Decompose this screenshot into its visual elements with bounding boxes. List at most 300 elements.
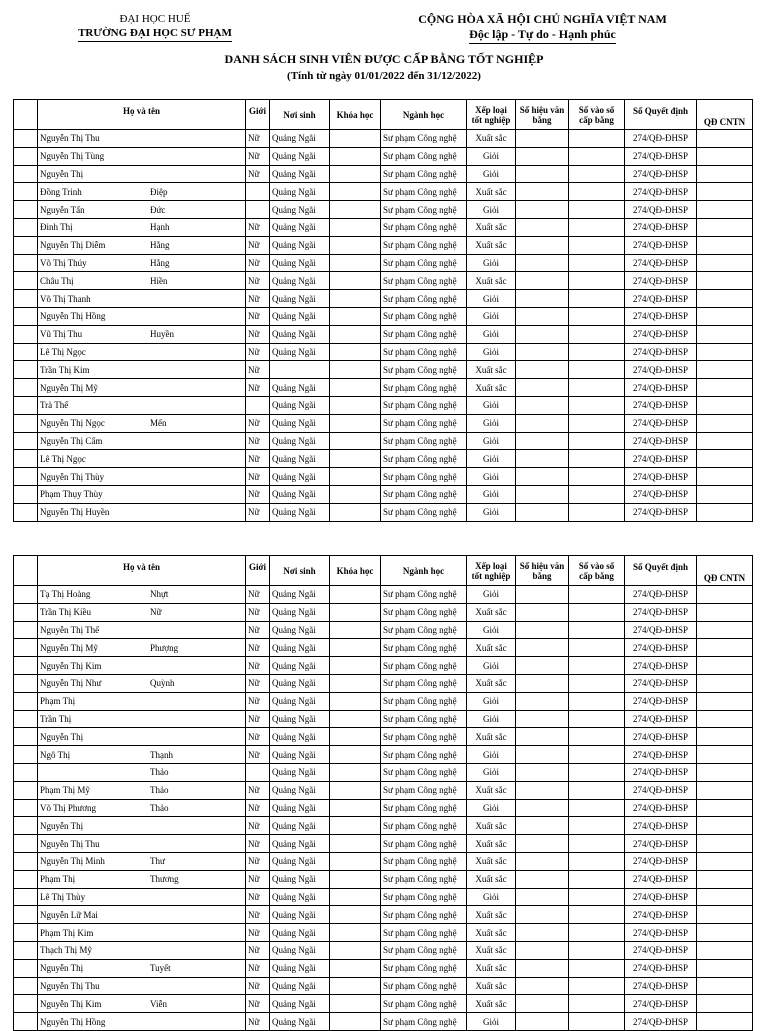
- decision-cell: 274/QĐ-ĐHSP: [625, 710, 697, 728]
- table-row: [14, 586, 753, 604]
- name-cell: [38, 763, 246, 781]
- row-index-cell: [14, 343, 38, 361]
- row-index-cell: [14, 290, 38, 308]
- name-cell: [38, 657, 246, 675]
- qd-cell: [697, 906, 753, 924]
- major-cell: Sư phạm Công nghệ: [381, 218, 467, 236]
- name-cell: [38, 432, 246, 450]
- table-row: [14, 710, 753, 728]
- row-index-cell: [14, 468, 38, 486]
- grade-cell: Giỏi: [467, 201, 516, 219]
- course-cell: [330, 165, 381, 183]
- qd-cell: [697, 485, 753, 503]
- table-row: [14, 941, 753, 959]
- decision-cell: 274/QĐ-ĐHSP: [625, 450, 697, 468]
- cert-no-cell: [516, 817, 569, 835]
- row-index-cell: [14, 941, 38, 959]
- course-cell: [330, 414, 381, 432]
- decision-cell: 274/QĐ-ĐHSP: [625, 379, 697, 397]
- header-index: [14, 556, 38, 586]
- course-cell: [330, 218, 381, 236]
- course-cell: [330, 835, 381, 853]
- decision-cell: 274/QĐ-ĐHSP: [625, 290, 697, 308]
- table-row: [14, 272, 753, 290]
- last-middle-name: Nguyễn Thị Cẩm: [40, 435, 103, 446]
- birthplace-cell: Quảng Ngãi: [270, 165, 330, 183]
- entry-no-cell: [569, 799, 625, 817]
- gender-cell: Nữ: [246, 254, 270, 272]
- birthplace-cell: Quảng Ngãi: [270, 959, 330, 977]
- given-name: Hằng: [150, 257, 170, 268]
- gender-cell: Nữ: [246, 746, 270, 764]
- major-cell: Sư phạm Công nghệ: [381, 941, 467, 959]
- header-cert-no: Số hiệu văn bằng: [516, 556, 569, 586]
- name-cell: [38, 781, 246, 799]
- grade-cell: Xuất sắc: [467, 941, 516, 959]
- last-middle-name: Ngô Thị: [40, 749, 71, 760]
- grade-cell: Xuất sắc: [467, 852, 516, 870]
- qd-cell: [697, 603, 753, 621]
- decision-cell: 274/QĐ-ĐHSP: [625, 906, 697, 924]
- gender-cell: Nữ: [246, 799, 270, 817]
- row-index-cell: [14, 165, 38, 183]
- row-index-cell: [14, 236, 38, 254]
- birthplace-cell: Quảng Ngãi: [270, 586, 330, 604]
- decision-cell: 274/QĐ-ĐHSP: [625, 781, 697, 799]
- given-name: Hằng: [150, 240, 170, 251]
- last-middle-name: Võ Thị Thúy: [40, 257, 87, 268]
- given-name: Nữ: [150, 607, 162, 618]
- birthplace-cell: Quảng Ngãi: [270, 343, 330, 361]
- gender-cell: Nữ: [246, 414, 270, 432]
- given-name: Quỳnh: [150, 678, 175, 689]
- major-cell: Sư phạm Công nghệ: [381, 254, 467, 272]
- course-cell: [330, 817, 381, 835]
- major-cell: Sư phạm Công nghệ: [381, 147, 467, 165]
- name-cell: [38, 236, 246, 254]
- cert-no-cell: [516, 977, 569, 995]
- decision-cell: 274/QĐ-ĐHSP: [625, 432, 697, 450]
- last-middle-name: Nguyễn Thị Huyền: [40, 507, 110, 518]
- birthplace-cell: Quảng Ngãi: [270, 485, 330, 503]
- gender-cell: Nữ: [246, 817, 270, 835]
- cert-no-cell: [516, 503, 569, 521]
- cert-no-cell: [516, 924, 569, 942]
- entry-no-cell: [569, 1013, 625, 1031]
- qd-cell: [697, 763, 753, 781]
- table-row: [14, 746, 753, 764]
- table-row: [14, 621, 753, 639]
- table-row: [14, 781, 753, 799]
- cert-no-cell: [516, 888, 569, 906]
- major-cell: Sư phạm Công nghệ: [381, 603, 467, 621]
- entry-no-cell: [569, 657, 625, 675]
- qd-cell: [697, 396, 753, 414]
- row-index-cell: [14, 728, 38, 746]
- cert-no-cell: [516, 728, 569, 746]
- major-cell: Sư phạm Công nghệ: [381, 906, 467, 924]
- course-cell: [330, 906, 381, 924]
- qd-cell: [697, 799, 753, 817]
- entry-no-cell: [569, 639, 625, 657]
- birthplace-cell: Quảng Ngãi: [270, 254, 330, 272]
- last-middle-name: Nguyễn Thị Thế: [40, 624, 100, 635]
- birthplace-cell: Quảng Ngãi: [270, 835, 330, 853]
- graduates-table-2: [13, 555, 753, 1031]
- grade-cell: Giỏi: [467, 343, 516, 361]
- major-cell: Sư phạm Công nghệ: [381, 817, 467, 835]
- given-name: Điệp: [150, 186, 168, 197]
- course-cell: [330, 325, 381, 343]
- gender-cell: Nữ: [246, 959, 270, 977]
- last-middle-name: Phạm Thị: [40, 696, 76, 707]
- qd-cell: [697, 147, 753, 165]
- row-index-cell: [14, 485, 38, 503]
- last-middle-name: Nguyễn Thị Minh: [40, 856, 105, 867]
- row-index-cell: [14, 888, 38, 906]
- major-cell: Sư phạm Công nghệ: [381, 343, 467, 361]
- row-index-cell: [14, 906, 38, 924]
- name-cell: [38, 485, 246, 503]
- decision-cell: 274/QĐ-ĐHSP: [625, 218, 697, 236]
- qd-cell: [697, 1013, 753, 1031]
- name-cell: [38, 621, 246, 639]
- given-name: Nhựt: [150, 589, 169, 600]
- name-cell: [38, 201, 246, 219]
- decision-cell: 274/QĐ-ĐHSP: [625, 254, 697, 272]
- name-cell: [38, 307, 246, 325]
- decision-cell: 274/QĐ-ĐHSP: [625, 361, 697, 379]
- course-cell: [330, 621, 381, 639]
- header-gender: Giới: [246, 100, 270, 130]
- name-cell: [38, 799, 246, 817]
- last-middle-name: Trần Thị: [40, 713, 72, 724]
- cert-no-cell: [516, 485, 569, 503]
- decision-cell: 274/QĐ-ĐHSP: [625, 147, 697, 165]
- given-name: Đức: [150, 204, 166, 215]
- table-header-row: [14, 556, 753, 586]
- last-middle-name: Phạm Thị Mỹ: [40, 785, 90, 796]
- table-row: [14, 639, 753, 657]
- decision-cell: 274/QĐ-ĐHSP: [625, 995, 697, 1013]
- qd-cell: [697, 218, 753, 236]
- row-index-cell: [14, 639, 38, 657]
- table-body-2: [14, 586, 753, 1031]
- last-middle-name: Nguyễn Thị Kim: [40, 998, 102, 1009]
- table-row: [14, 414, 753, 432]
- grade-cell: Giỏi: [467, 1013, 516, 1031]
- decision-cell: 274/QĐ-ĐHSP: [625, 799, 697, 817]
- row-index-cell: [14, 586, 38, 604]
- entry-no-cell: [569, 746, 625, 764]
- name-cell: [38, 325, 246, 343]
- gender-cell: Nữ: [246, 657, 270, 675]
- name-cell: [38, 450, 246, 468]
- decision-cell: 274/QĐ-ĐHSP: [625, 924, 697, 942]
- gender-cell: Nữ: [246, 995, 270, 1013]
- qd-cell: [697, 343, 753, 361]
- qd-cell: [697, 414, 753, 432]
- row-index-cell: [14, 852, 38, 870]
- decision-cell: 274/QĐ-ĐHSP: [625, 941, 697, 959]
- decision-cell: 274/QĐ-ĐHSP: [625, 835, 697, 853]
- entry-no-cell: [569, 906, 625, 924]
- last-middle-name: Nguyễn Thị Thùy: [40, 471, 105, 482]
- row-index-cell: [14, 710, 38, 728]
- course-cell: [330, 236, 381, 254]
- header-qd: QĐ CNTN: [697, 556, 753, 586]
- major-cell: Sư phạm Công nghệ: [381, 396, 467, 414]
- grade-cell: Giỏi: [467, 888, 516, 906]
- grade-cell: Xuất sắc: [467, 236, 516, 254]
- birthplace-cell: Quảng Ngãi: [270, 799, 330, 817]
- entry-no-cell: [569, 361, 625, 379]
- major-cell: Sư phạm Công nghệ: [381, 272, 467, 290]
- table-row: [14, 835, 753, 853]
- birthplace-cell: Quảng Ngãi: [270, 201, 330, 219]
- decision-cell: 274/QĐ-ĐHSP: [625, 674, 697, 692]
- cert-no-cell: [516, 692, 569, 710]
- header-index: [14, 100, 38, 130]
- last-middle-name: Nguyễn Thị Thu: [40, 980, 100, 991]
- row-index-cell: [14, 307, 38, 325]
- header-major: Ngành học: [381, 100, 467, 130]
- birthplace-cell: Quảng Ngãi: [270, 236, 330, 254]
- entry-no-cell: [569, 468, 625, 486]
- name-cell: [38, 870, 246, 888]
- course-cell: [330, 361, 381, 379]
- entry-no-cell: [569, 147, 625, 165]
- course-cell: [330, 307, 381, 325]
- course-cell: [330, 485, 381, 503]
- course-cell: [330, 603, 381, 621]
- row-index-cell: [14, 503, 38, 521]
- birthplace-cell: Quảng Ngãi: [270, 924, 330, 942]
- cert-no-cell: [516, 272, 569, 290]
- gender-cell: Nữ: [246, 147, 270, 165]
- header-course: Khóa học: [330, 100, 381, 130]
- cert-no-cell: [516, 763, 569, 781]
- grade-cell: Xuất sắc: [467, 218, 516, 236]
- qd-cell: [697, 674, 753, 692]
- qd-cell: [697, 254, 753, 272]
- course-cell: [330, 977, 381, 995]
- header-gender: Giới: [246, 556, 270, 586]
- gender-cell: Nữ: [246, 710, 270, 728]
- table-row: [14, 503, 753, 521]
- major-cell: Sư phạm Công nghệ: [381, 165, 467, 183]
- major-cell: Sư phạm Công nghệ: [381, 586, 467, 604]
- decision-cell: 274/QĐ-ĐHSP: [625, 888, 697, 906]
- cert-no-cell: [516, 414, 569, 432]
- gender-cell: [246, 396, 270, 414]
- major-cell: Sư phạm Công nghệ: [381, 290, 467, 308]
- given-name: Phượng: [150, 642, 179, 653]
- name-cell: [38, 746, 246, 764]
- gender-cell: Nữ: [246, 361, 270, 379]
- name-cell: [38, 977, 246, 995]
- grade-cell: Giỏi: [467, 503, 516, 521]
- name-cell: [38, 290, 246, 308]
- major-cell: Sư phạm Công nghệ: [381, 924, 467, 942]
- entry-no-cell: [569, 272, 625, 290]
- birthplace-cell: Quảng Ngãi: [270, 692, 330, 710]
- table-row: [14, 450, 753, 468]
- last-middle-name: Trần Thị Kiều: [40, 607, 92, 618]
- row-index-cell: [14, 432, 38, 450]
- qd-cell: [697, 710, 753, 728]
- qd-cell: [697, 361, 753, 379]
- course-cell: [330, 130, 381, 148]
- name-cell: [38, 852, 246, 870]
- birthplace-cell: Quảng Ngãi: [270, 941, 330, 959]
- major-cell: Sư phạm Công nghệ: [381, 450, 467, 468]
- grade-cell: Giỏi: [467, 710, 516, 728]
- name-cell: [38, 396, 246, 414]
- course-cell: [330, 959, 381, 977]
- decision-cell: 274/QĐ-ĐHSP: [625, 763, 697, 781]
- row-index-cell: [14, 781, 38, 799]
- course-cell: [330, 468, 381, 486]
- row-index-cell: [14, 603, 38, 621]
- entry-no-cell: [569, 692, 625, 710]
- birthplace-cell: Quảng Ngãi: [270, 746, 330, 764]
- header-grade: Xếp loại tốt nghiệp: [467, 556, 516, 586]
- national-motto: Độc lập - Tự do - Hạnh phúc: [400, 27, 685, 44]
- entry-no-cell: [569, 995, 625, 1013]
- gender-cell: Nữ: [246, 924, 270, 942]
- major-cell: Sư phạm Công nghệ: [381, 485, 467, 503]
- last-middle-name: Nguyễn Thị: [40, 168, 84, 179]
- major-cell: Sư phạm Công nghệ: [381, 468, 467, 486]
- major-cell: Sư phạm Công nghệ: [381, 432, 467, 450]
- major-cell: Sư phạm Công nghệ: [381, 503, 467, 521]
- table-row: [14, 485, 753, 503]
- qd-cell: [697, 817, 753, 835]
- qd-cell: [697, 746, 753, 764]
- birthplace-cell: Quảng Ngãi: [270, 781, 330, 799]
- last-middle-name: Nguyễn Thị Diễm: [40, 240, 106, 251]
- birthplace-cell: Quảng Ngãi: [270, 674, 330, 692]
- course-cell: [330, 201, 381, 219]
- row-index-cell: [14, 1013, 38, 1031]
- last-middle-name: Nguyễn Thị Mỹ: [40, 642, 98, 653]
- graduates-table-1: [13, 99, 753, 522]
- decision-cell: 274/QĐ-ĐHSP: [625, 343, 697, 361]
- entry-no-cell: [569, 977, 625, 995]
- major-cell: Sư phạm Công nghệ: [381, 763, 467, 781]
- last-middle-name: Châu Thị: [40, 275, 74, 286]
- course-cell: [330, 728, 381, 746]
- last-middle-name: Nguyễn Thị Thu: [40, 133, 100, 144]
- qd-cell: [697, 503, 753, 521]
- grade-cell: Giỏi: [467, 746, 516, 764]
- birthplace-cell: Quảng Ngãi: [270, 130, 330, 148]
- row-index-cell: [14, 130, 38, 148]
- entry-no-cell: [569, 781, 625, 799]
- table-row: [14, 147, 753, 165]
- cert-no-cell: [516, 254, 569, 272]
- gender-cell: Nữ: [246, 728, 270, 746]
- decision-cell: 274/QĐ-ĐHSP: [625, 586, 697, 604]
- name-cell: [38, 888, 246, 906]
- course-cell: [330, 503, 381, 521]
- gender-cell: Nữ: [246, 852, 270, 870]
- last-middle-name: Nguyễn Thị Thu: [40, 838, 100, 849]
- major-cell: Sư phạm Công nghệ: [381, 674, 467, 692]
- decision-cell: 274/QĐ-ĐHSP: [625, 165, 697, 183]
- name-cell: [38, 586, 246, 604]
- qd-cell: [697, 165, 753, 183]
- major-cell: Sư phạm Công nghệ: [381, 639, 467, 657]
- decision-cell: 274/QĐ-ĐHSP: [625, 817, 697, 835]
- name-cell: [38, 361, 246, 379]
- entry-no-cell: [569, 218, 625, 236]
- table-row: [14, 183, 753, 201]
- course-cell: [330, 781, 381, 799]
- cert-no-cell: [516, 165, 569, 183]
- gender-cell: [246, 763, 270, 781]
- entry-no-cell: [569, 325, 625, 343]
- decision-cell: 274/QĐ-ĐHSP: [625, 603, 697, 621]
- row-index-cell: [14, 254, 38, 272]
- major-cell: Sư phạm Công nghệ: [381, 746, 467, 764]
- cert-no-cell: [516, 941, 569, 959]
- name-cell: [38, 147, 246, 165]
- gender-cell: Nữ: [246, 503, 270, 521]
- decision-cell: 274/QĐ-ĐHSP: [625, 870, 697, 888]
- gender-cell: Nữ: [246, 236, 270, 254]
- birthplace-cell: Quảng Ngãi: [270, 450, 330, 468]
- decision-cell: 274/QĐ-ĐHSP: [625, 468, 697, 486]
- name-cell: [38, 817, 246, 835]
- grade-cell: Xuất sắc: [467, 995, 516, 1013]
- decision-cell: 274/QĐ-ĐHSP: [625, 959, 697, 977]
- qd-cell: [697, 468, 753, 486]
- last-middle-name: Võ Thị Thanh: [40, 293, 91, 304]
- row-index-cell: [14, 799, 38, 817]
- entry-no-cell: [569, 450, 625, 468]
- entry-no-cell: [569, 888, 625, 906]
- last-middle-name: Đinh Thị: [40, 222, 73, 233]
- given-name: Thảo: [150, 802, 169, 813]
- last-middle-name: Nguyễn Tấn: [40, 204, 85, 215]
- cert-no-cell: [516, 959, 569, 977]
- course-cell: [330, 657, 381, 675]
- gender-cell: [246, 183, 270, 201]
- grade-cell: Xuất sắc: [467, 603, 516, 621]
- major-cell: Sư phạm Công nghệ: [381, 379, 467, 397]
- header-entry-no: Số vào sổ cấp bằng: [569, 556, 625, 586]
- major-cell: Sư phạm Công nghệ: [381, 781, 467, 799]
- qd-cell: [697, 941, 753, 959]
- decision-cell: 274/QĐ-ĐHSP: [625, 485, 697, 503]
- qd-cell: [697, 995, 753, 1013]
- course-cell: [330, 254, 381, 272]
- qd-cell: [697, 379, 753, 397]
- grade-cell: Xuất sắc: [467, 361, 516, 379]
- last-middle-name: Nguyễn Thị Hồng: [40, 1016, 106, 1027]
- cert-no-cell: [516, 290, 569, 308]
- grade-cell: Xuất sắc: [467, 870, 516, 888]
- row-index-cell: [14, 995, 38, 1013]
- qd-cell: [697, 781, 753, 799]
- header-decision: Số Quyết định: [625, 100, 697, 130]
- gender-cell: Nữ: [246, 906, 270, 924]
- major-cell: Sư phạm Công nghệ: [381, 710, 467, 728]
- decision-cell: 274/QĐ-ĐHSP: [625, 201, 697, 219]
- table-row: [14, 379, 753, 397]
